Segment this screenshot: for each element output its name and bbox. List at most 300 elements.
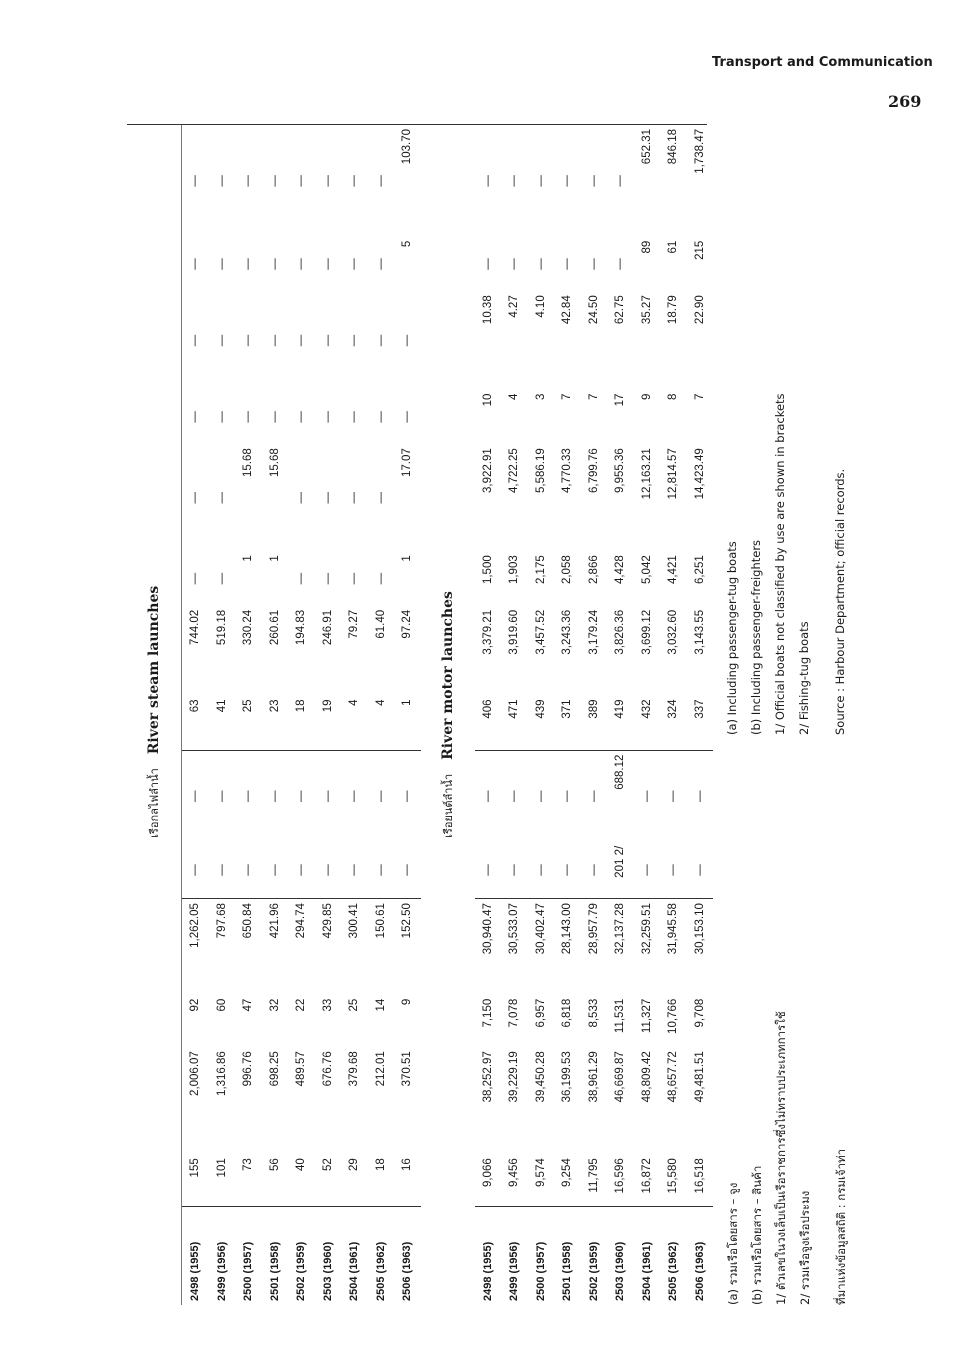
table-cell: 30,402.47 bbox=[534, 903, 547, 955]
table-cell: 5,586.19 bbox=[534, 448, 547, 493]
table-cell: 6,799.76 bbox=[587, 448, 600, 493]
year-cell: 2505 (1962) bbox=[667, 1241, 680, 1301]
table-cell: 25 bbox=[348, 998, 361, 1012]
table-cell: — bbox=[321, 175, 334, 187]
table-cell: 432 bbox=[634, 695, 661, 750]
table-row bbox=[235, 125, 262, 1305]
note-th-b: (b) รวมเรือโดยสาร – สินค้า bbox=[750, 1165, 764, 1305]
year-cell: 2506 (1963) bbox=[401, 1241, 414, 1301]
table-cell: 519.18 bbox=[215, 609, 228, 646]
table-cell: 330.24 bbox=[242, 609, 255, 646]
year-cell: 2501 (1958) bbox=[268, 1241, 281, 1301]
table-cell: 40 bbox=[288, 1154, 315, 1206]
table-cell: 389 bbox=[581, 695, 608, 750]
table-cell: — bbox=[374, 790, 387, 802]
note-en-2: 2/ Fishing-tug boats bbox=[797, 621, 811, 735]
table-cell: 36,199.53 bbox=[561, 1051, 574, 1103]
year-cell: 2506 (1963) bbox=[693, 1241, 706, 1301]
table-cell: 7,078 bbox=[508, 998, 521, 1028]
year-cell: 2499 (1956) bbox=[215, 1241, 228, 1301]
table-cell: 4,428 bbox=[614, 555, 627, 585]
table-cell: — bbox=[288, 842, 315, 899]
table-cell: — bbox=[481, 790, 494, 802]
table-cell: — bbox=[554, 842, 581, 899]
table-cell: — bbox=[348, 175, 361, 187]
table-cell: 3,179.24 bbox=[587, 609, 600, 655]
table-row bbox=[475, 125, 502, 1305]
table-cell: 489.57 bbox=[295, 1051, 308, 1087]
table-cell: — bbox=[182, 842, 209, 899]
table-cell: — bbox=[182, 291, 209, 389]
table-cell: — bbox=[687, 842, 714, 899]
table-cell: 9,708 bbox=[693, 998, 706, 1028]
table-cell: 439 bbox=[528, 695, 555, 750]
table-cell: 6,957 bbox=[534, 998, 547, 1028]
table-cell: 996.76 bbox=[242, 1051, 255, 1087]
table-cell: 4,722.25 bbox=[508, 448, 521, 493]
table-cell: 10,766 bbox=[667, 998, 680, 1034]
table-cell: 9 bbox=[640, 393, 653, 400]
table-cell: — bbox=[667, 790, 680, 802]
table-cell: 201 2/ bbox=[607, 842, 634, 899]
table-cell: 688.12 bbox=[614, 754, 627, 790]
table-cell: 1 bbox=[401, 555, 414, 562]
table-cell: — bbox=[374, 491, 387, 504]
table-cell: 1 bbox=[242, 555, 255, 562]
table-cell: — bbox=[215, 790, 228, 802]
section-header-row bbox=[127, 125, 182, 1305]
table-cell: 419 bbox=[607, 695, 634, 750]
table-cell: 4 bbox=[368, 695, 395, 750]
table-cell: 22 bbox=[295, 998, 308, 1012]
table-cell: 61.40 bbox=[374, 609, 387, 639]
table-cell: 9,254 bbox=[554, 1154, 581, 1206]
table-cell: 30,940.47 bbox=[481, 903, 494, 955]
table-cell: 92 bbox=[182, 995, 209, 1047]
table-cell: 1,262.05 bbox=[182, 899, 209, 995]
table-cell: — bbox=[242, 790, 255, 802]
table-row bbox=[209, 125, 236, 1305]
table-cell: 7 bbox=[561, 393, 574, 400]
table-cell: 2,006.07 bbox=[182, 1047, 209, 1154]
table-cell: — bbox=[341, 842, 368, 899]
table-cell: — bbox=[321, 572, 334, 585]
table-cell: — bbox=[321, 334, 334, 347]
year-cell: 2498 (1955) bbox=[182, 1207, 209, 1305]
table-cell: — bbox=[561, 175, 574, 187]
table-cell: 194.83 bbox=[295, 609, 308, 646]
year-cell: 2504 (1961) bbox=[640, 1241, 653, 1301]
table-cell: — bbox=[235, 842, 262, 899]
table-cell: 5,042 bbox=[640, 555, 653, 585]
table-cell: 29 bbox=[341, 1154, 368, 1206]
table-cell: 101 bbox=[209, 1154, 236, 1206]
footnotes bbox=[725, 125, 865, 1305]
table-cell: 371 bbox=[554, 695, 581, 750]
table-cell: 24.50 bbox=[587, 295, 600, 325]
table-cell: 97.24 bbox=[401, 609, 414, 639]
table-cell: 47 bbox=[242, 998, 255, 1012]
table-row bbox=[581, 125, 608, 1305]
table-cell: 379.68 bbox=[348, 1051, 361, 1087]
table-cell: 16,518 bbox=[687, 1154, 714, 1206]
table-cell: — bbox=[634, 842, 661, 899]
table-cell: 3,699.12 bbox=[640, 609, 653, 655]
table-cell: — bbox=[561, 790, 574, 802]
table-cell: — bbox=[268, 334, 281, 347]
year-cell: 2500 (1957) bbox=[534, 1241, 547, 1301]
table-cell: — bbox=[182, 750, 209, 842]
table-cell: — bbox=[394, 842, 421, 899]
year-cell: 2503 (1960) bbox=[321, 1241, 334, 1301]
table-cell: 18.79 bbox=[667, 295, 680, 325]
table-cell: 89 bbox=[640, 240, 653, 254]
table-cell: 48,657.72 bbox=[667, 1051, 680, 1103]
table-cell: 16 bbox=[394, 1154, 421, 1206]
table-cell: — bbox=[528, 842, 555, 899]
table-cell: 150.61 bbox=[374, 903, 387, 939]
table-cell: — bbox=[508, 175, 521, 187]
table-row bbox=[501, 125, 528, 1305]
table-cell: — bbox=[614, 258, 627, 270]
table-cell: — bbox=[348, 411, 361, 423]
table-cell: — bbox=[587, 790, 600, 802]
table-cell: 1,738.47 bbox=[693, 129, 706, 174]
table-cell: — bbox=[242, 411, 255, 423]
table-cell: — bbox=[587, 175, 600, 187]
section-label-thai: เรือกลไฟลำน้ำ bbox=[148, 768, 161, 838]
table-cell: 3,922.91 bbox=[481, 448, 494, 493]
table-cell: — bbox=[321, 258, 334, 270]
table-cell: — bbox=[693, 790, 706, 802]
table-cell: 212.01 bbox=[374, 1051, 387, 1087]
table-row bbox=[528, 125, 555, 1305]
table-cell: — bbox=[508, 790, 521, 802]
table-cell: 8 bbox=[667, 393, 680, 400]
table-cell: 14 bbox=[374, 998, 387, 1012]
year-cell: 2498 (1955) bbox=[481, 1241, 494, 1301]
table-cell: 17 bbox=[614, 393, 627, 407]
table-cell: — bbox=[348, 572, 361, 585]
table-cell: 38,961.29 bbox=[587, 1051, 600, 1103]
note-en-b: (b) Including passenger-freighters bbox=[749, 539, 763, 735]
table-cell: 260.61 bbox=[268, 609, 281, 646]
table-cell: — bbox=[374, 411, 387, 423]
table-cell: 4,421 bbox=[667, 555, 680, 585]
table-cell: 370.51 bbox=[401, 1051, 414, 1087]
table-row bbox=[341, 125, 368, 1305]
table-cell: — bbox=[182, 444, 209, 551]
table-cell: 15,580 bbox=[660, 1154, 687, 1206]
table-cell: — bbox=[640, 790, 653, 802]
table-cell: 152.50 bbox=[401, 903, 414, 939]
table-cell: 1 bbox=[394, 695, 421, 750]
table-cell: 4.10 bbox=[534, 295, 547, 318]
table-cell: — bbox=[348, 258, 361, 270]
table-cell: 7 bbox=[693, 393, 706, 400]
table-cell: — bbox=[374, 334, 387, 347]
table-cell: 32,137.28 bbox=[614, 903, 627, 955]
table-cell: 63 bbox=[182, 695, 209, 750]
table-cell: 300.41 bbox=[348, 903, 361, 939]
table-cell: 11,795 bbox=[581, 1154, 608, 1206]
table-cell: — bbox=[295, 790, 308, 802]
table-cell: 32,259.51 bbox=[640, 903, 653, 955]
table-cell: 46,669.87 bbox=[614, 1051, 627, 1103]
year-cell: 2502 (1959) bbox=[295, 1241, 308, 1301]
page-header-title: Transport and Communication bbox=[712, 55, 933, 70]
note-en-source: Source : Harbour Department; official records. bbox=[833, 468, 847, 735]
table-cell: 337 bbox=[687, 695, 714, 750]
section-header-row bbox=[421, 125, 475, 1305]
table-cell: 676.76 bbox=[321, 1051, 334, 1087]
table-cell: 79.27 bbox=[348, 609, 361, 639]
table-cell: 1,500 bbox=[481, 555, 494, 585]
table-cell: 9,456 bbox=[501, 1154, 528, 1206]
table-row bbox=[315, 125, 342, 1305]
table-cell: 1 bbox=[268, 555, 281, 562]
table-cell: 11,327 bbox=[640, 998, 653, 1034]
table-cell: — bbox=[348, 334, 361, 347]
table-cell: 28,957.79 bbox=[587, 903, 600, 955]
table-cell: — bbox=[481, 175, 494, 187]
table-cell: 6,251 bbox=[693, 555, 706, 585]
table-cell: — bbox=[295, 411, 308, 423]
table-cell: 12,163.21 bbox=[640, 448, 653, 500]
table-cell: 31,945.58 bbox=[667, 903, 680, 955]
table-cell: 744.02 bbox=[182, 606, 209, 696]
table-cell: 30,533.07 bbox=[508, 903, 521, 955]
table-cell: 41 bbox=[209, 695, 236, 750]
table-cell: 18 bbox=[368, 1154, 395, 1206]
table-cell: — bbox=[534, 175, 547, 187]
table-cell: 9,955.36 bbox=[614, 448, 627, 493]
table-cell: 62.75 bbox=[614, 295, 627, 325]
table-cell: — bbox=[401, 334, 414, 347]
table-cell: — bbox=[315, 842, 342, 899]
table-cell: — bbox=[182, 390, 209, 445]
table-cell: 23 bbox=[262, 695, 289, 750]
table-cell: 8,533 bbox=[587, 998, 600, 1028]
year-cell: 2501 (1958) bbox=[561, 1241, 574, 1301]
table-cell: 2,058 bbox=[561, 555, 574, 585]
table-cell: 22.90 bbox=[693, 295, 706, 325]
table-right-rule bbox=[127, 124, 707, 125]
river-launches-table bbox=[127, 125, 713, 1305]
year-cell: 2505 (1962) bbox=[374, 1241, 387, 1301]
table-cell: — bbox=[321, 790, 334, 802]
table-cell: 10 bbox=[481, 393, 494, 407]
table-cell: 846.18 bbox=[667, 129, 680, 165]
year-cell: 2503 (1960) bbox=[614, 1241, 627, 1301]
table-cell: 10.38 bbox=[481, 295, 494, 325]
table-cell: 61 bbox=[667, 240, 680, 254]
table-cell: 6,818 bbox=[561, 998, 574, 1028]
table-cell: 2,175 bbox=[534, 555, 547, 585]
table-cell: 406 bbox=[475, 695, 502, 750]
table-cell: 15.68 bbox=[242, 448, 255, 477]
year-cell: 2504 (1961) bbox=[348, 1241, 361, 1301]
table-cell: 60 bbox=[215, 998, 228, 1012]
table-cell: 16,872 bbox=[634, 1154, 661, 1206]
table-cell: 38,252.97 bbox=[481, 1051, 494, 1103]
table-cell: — bbox=[374, 258, 387, 270]
table-cell: — bbox=[242, 334, 255, 347]
section-label-thai: เรือยนต์ลำน้ำ bbox=[441, 773, 455, 838]
table-cell: 3,143.55 bbox=[693, 609, 706, 655]
table-cell: — bbox=[348, 491, 361, 504]
table-cell: — bbox=[587, 258, 600, 270]
note-en-a: (a) Including passenger-tug boats bbox=[725, 541, 739, 735]
note-th-source: ที่มาแห่งข้อมูลสถิติ : กรมเจ้าท่า bbox=[834, 1148, 848, 1305]
table-cell: 28,143.00 bbox=[561, 903, 574, 955]
table-cell: 39,229.19 bbox=[508, 1051, 521, 1103]
table-cell: — bbox=[295, 175, 308, 187]
table-row bbox=[660, 125, 687, 1305]
table-row bbox=[394, 125, 421, 1305]
table-cell: 39,450.28 bbox=[534, 1051, 547, 1103]
table-cell: — bbox=[209, 842, 236, 899]
table-row bbox=[554, 125, 581, 1305]
table-cell: — bbox=[501, 842, 528, 899]
table-cell: — bbox=[295, 572, 308, 585]
table-cell: — bbox=[215, 572, 228, 585]
table-cell: — bbox=[182, 125, 209, 237]
table-cell: 3 bbox=[534, 393, 547, 400]
note-th-1: 1/ ตัวเลขในวงเล็บเป็นเรือราชการซึ่งไม่ทราบประเภทการใช้ bbox=[774, 1011, 788, 1305]
table-cell: 15.68 bbox=[268, 448, 281, 477]
table-cell: — bbox=[262, 842, 289, 899]
table-row bbox=[368, 125, 395, 1305]
year-cell: 2500 (1957) bbox=[242, 1241, 255, 1301]
table-cell: 11,531 bbox=[614, 998, 627, 1034]
table-cell: 4 bbox=[508, 393, 521, 400]
table-cell: 4,770.33 bbox=[561, 448, 574, 493]
table-cell: 3,457.52 bbox=[534, 609, 547, 655]
table-row bbox=[687, 125, 714, 1305]
table-cell: — bbox=[295, 334, 308, 347]
table-cell: 19 bbox=[315, 695, 342, 750]
table-cell: — bbox=[614, 175, 627, 187]
table-cell: — bbox=[534, 790, 547, 802]
note-en-1: 1/ Official boats not classified by use are shown in brackets bbox=[773, 393, 787, 735]
table-cell: 215 bbox=[693, 240, 706, 260]
table-cell: 33 bbox=[321, 998, 334, 1012]
table-cell: 324 bbox=[660, 695, 687, 750]
table-cell: — bbox=[215, 175, 228, 187]
table-cell: 7,150 bbox=[481, 998, 494, 1028]
table-cell: — bbox=[561, 258, 574, 270]
table-cell: 652.31 bbox=[640, 129, 653, 165]
table-cell: — bbox=[215, 491, 228, 504]
page-number: 269 bbox=[888, 92, 922, 111]
table-cell: 42.84 bbox=[561, 295, 574, 325]
table-cell: — bbox=[401, 411, 414, 423]
table-cell: 30,153.10 bbox=[693, 903, 706, 955]
section-label-english: River steam launches bbox=[146, 585, 162, 755]
table-cell: — bbox=[268, 790, 281, 802]
table-cell: — bbox=[508, 258, 521, 270]
table-cell: 49,481.51 bbox=[693, 1051, 706, 1103]
table-cell: 56 bbox=[262, 1154, 289, 1206]
table-cell: 1,316.86 bbox=[215, 1051, 228, 1096]
table-cell: — bbox=[581, 842, 608, 899]
table-cell: — bbox=[660, 842, 687, 899]
table-cell: 294.74 bbox=[295, 903, 308, 939]
table-cell: — bbox=[242, 258, 255, 270]
section-label-english: River motor launches bbox=[439, 591, 456, 760]
table-row bbox=[607, 125, 634, 1305]
table-cell: 471 bbox=[501, 695, 528, 750]
table-cell: 35.27 bbox=[640, 295, 653, 325]
table-cell: — bbox=[534, 258, 547, 270]
table-cell: — bbox=[321, 411, 334, 423]
table-cell: 9 bbox=[401, 998, 414, 1006]
table-cell: 4.27 bbox=[508, 295, 521, 318]
table-cell: 103.70 bbox=[401, 129, 414, 165]
year-cell: 2499 (1956) bbox=[508, 1241, 521, 1301]
table-cell: 7 bbox=[587, 393, 600, 400]
table-cell: 3,919.60 bbox=[508, 609, 521, 655]
table-body bbox=[127, 125, 713, 1305]
table-cell: 1,903 bbox=[508, 555, 521, 585]
table-cell: — bbox=[242, 175, 255, 187]
table-cell: 429.85 bbox=[321, 903, 334, 939]
table-cell: — bbox=[182, 237, 209, 292]
note-th-a: (a) รวมเรือโดยสาร – จูง bbox=[726, 1182, 740, 1305]
table-cell: — bbox=[268, 175, 281, 187]
table-cell: 3,826.36 bbox=[614, 609, 627, 655]
table-row bbox=[634, 125, 661, 1305]
table-cell: — bbox=[321, 491, 334, 504]
table-cell: — bbox=[475, 842, 502, 899]
table-cell: — bbox=[374, 175, 387, 187]
table-cell: — bbox=[215, 334, 228, 347]
table-cell: 246.91 bbox=[321, 609, 334, 646]
table-row bbox=[182, 125, 209, 1305]
table-cell: 650.84 bbox=[242, 903, 255, 939]
table-cell: — bbox=[295, 491, 308, 504]
section-label bbox=[421, 125, 475, 842]
table-cell: 3,379.21 bbox=[481, 609, 494, 655]
table-cell: 9,066 bbox=[475, 1154, 502, 1206]
table-cell: 3,032.60 bbox=[667, 609, 680, 655]
table-row bbox=[288, 125, 315, 1305]
table-cell: — bbox=[348, 790, 361, 802]
table-cell: — bbox=[401, 790, 414, 802]
table-row bbox=[262, 125, 289, 1305]
section-label bbox=[127, 125, 182, 842]
table-cell: 32 bbox=[268, 998, 281, 1012]
table-cell: 48,809.42 bbox=[640, 1051, 653, 1103]
year-cell: 2502 (1959) bbox=[587, 1241, 600, 1301]
table-cell: 73 bbox=[235, 1154, 262, 1206]
table-cell: — bbox=[182, 551, 209, 606]
table-cell: 3,243.36 bbox=[561, 609, 574, 655]
table-cell: 797.68 bbox=[215, 903, 228, 939]
table-cell: — bbox=[481, 258, 494, 270]
table-cell: 12,814.57 bbox=[667, 448, 680, 500]
table-cell: 2,866 bbox=[587, 555, 600, 585]
table-cell: 18 bbox=[288, 695, 315, 750]
table-cell: — bbox=[368, 842, 395, 899]
table-cell: 25 bbox=[235, 695, 262, 750]
table-cell: 17.07 bbox=[401, 448, 414, 477]
rotated-table-page bbox=[127, 125, 848, 1305]
table-cell: 421.96 bbox=[268, 903, 281, 939]
table-cell: — bbox=[268, 411, 281, 423]
table-cell: 9,574 bbox=[528, 1154, 555, 1206]
